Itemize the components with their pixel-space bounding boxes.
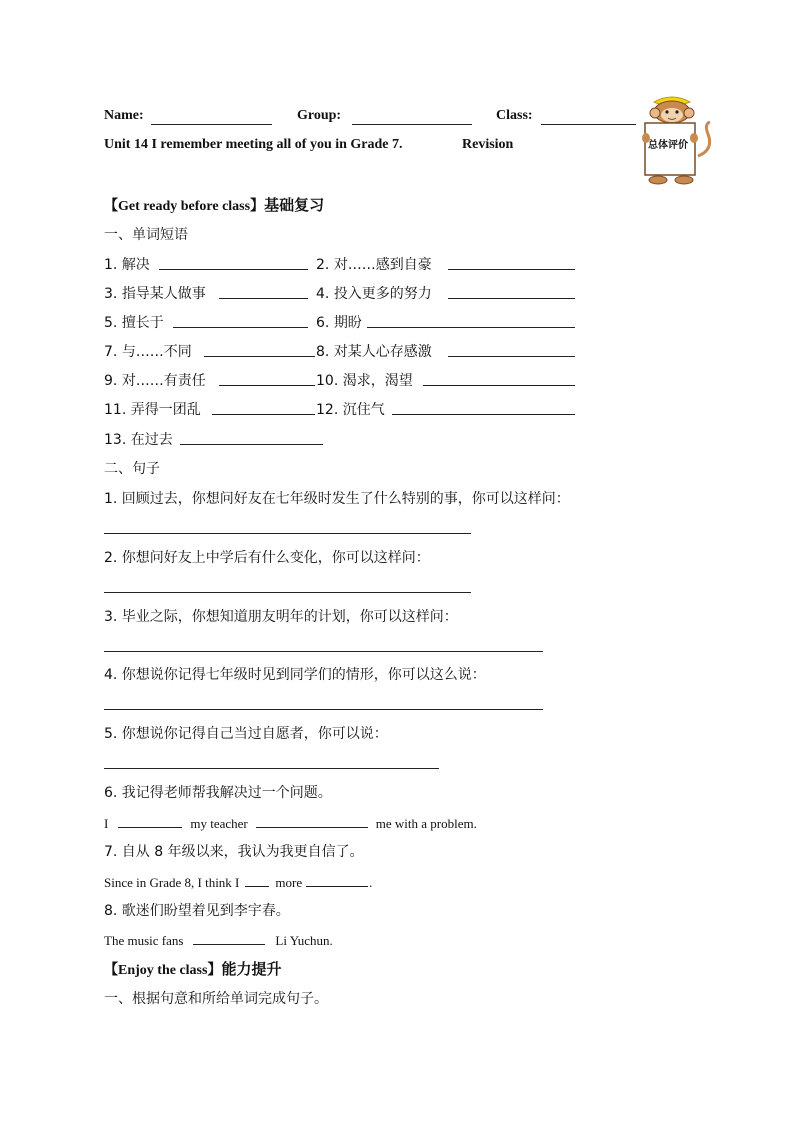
badge-text: 总体评价	[648, 140, 688, 151]
name-label: Name:	[104, 108, 144, 123]
answer-line-3[interactable]	[104, 651, 543, 652]
vocab-item-7: 7. 与……不同	[104, 344, 192, 360]
fill6-blank-2[interactable]	[256, 813, 368, 828]
sentence-8: 8. 歌迷们盼望着见到李宇春。	[104, 903, 290, 919]
sentence-1: 1. 回顾过去，你想问好友在七年级时发生了什么特别的事，你可以这样问：	[104, 491, 570, 507]
group-blank[interactable]	[352, 124, 472, 125]
vocab-blank-8[interactable]	[448, 356, 575, 357]
fill-sentence-8: The music fans Li Yuchun.	[104, 930, 333, 949]
section2-title-cn: 能力提升	[221, 960, 282, 978]
section2-title-en: 【Enjoy the class】	[104, 963, 222, 978]
vocab-item-6: 6. 期盼	[316, 315, 362, 331]
sentence-5: 5. 你想说你记得自己当过自愿者，你可以说：	[104, 726, 388, 742]
vocab-blank-4[interactable]	[448, 298, 575, 299]
vocab-item-11: 11. 弄得一团乱	[104, 402, 201, 418]
vocab-item-12: 12. 沉住气	[316, 402, 385, 418]
sentence-4: 4. 你想说你记得七年级时见到同学们的情形，你可以这么说：	[104, 667, 486, 683]
vocab-blank-7[interactable]	[204, 356, 315, 357]
fill8-blank-1[interactable]	[193, 930, 265, 945]
name-blank[interactable]	[151, 124, 272, 125]
vocab-item-13: 13. 在过去	[104, 432, 173, 448]
section1-title-en: 【Get ready before class】	[104, 199, 265, 214]
class-blank[interactable]	[541, 124, 636, 125]
vocab-blank-9[interactable]	[219, 385, 315, 386]
vocab-blank-11[interactable]	[212, 414, 315, 415]
vocab-blank-5[interactable]	[173, 327, 308, 328]
vocab-blank-12[interactable]	[392, 414, 575, 415]
vocab-blank-10[interactable]	[423, 385, 575, 386]
vocab-item-3: 3. 指导某人做事	[104, 286, 206, 302]
fill-sentence-6: I my teacher me with a problem.	[104, 813, 477, 832]
vocab-item-1: 1. 解决	[104, 257, 150, 273]
section1-title-cn: 基础复习	[264, 196, 325, 214]
class-label: Class:	[496, 108, 533, 123]
sentence-2: 2. 你想问好友上中学后有什么变化，你可以这样问：	[104, 550, 430, 566]
part2-title: 二、句子	[104, 461, 160, 477]
unit-subtitle: Revision	[462, 137, 514, 152]
section2-part1-title: 一、根据句意和所给单词完成句子。	[104, 991, 328, 1007]
sentence-6: 6. 我记得老师帮我解决过一个问题。	[104, 785, 332, 801]
vocab-item-5: 5. 擅长于	[104, 315, 164, 331]
answer-line-5[interactable]	[104, 768, 439, 769]
vocab-item-4: 4. 投入更多的努力	[316, 286, 432, 302]
fill7-blank-2[interactable]	[306, 872, 368, 887]
group-label: Group:	[297, 108, 342, 123]
unit-title: Unit 14 I remember meeting all of you in Grade 7.	[104, 137, 403, 152]
part1-title: 一、单词短语	[104, 227, 188, 243]
sentence-7: 7. 自从 8 年级以来，我认为我更自信了。	[104, 844, 364, 860]
vocab-blank-13[interactable]	[180, 444, 323, 445]
answer-line-1[interactable]	[104, 533, 471, 534]
fill6-blank-1[interactable]	[118, 813, 182, 828]
fill7-blank-1[interactable]	[245, 872, 269, 887]
vocab-item-2: 2. 对……感到自豪	[316, 257, 432, 273]
vocab-blank-1[interactable]	[159, 269, 308, 270]
answer-line-2[interactable]	[104, 592, 471, 593]
section2-title	[104, 958, 281, 979]
vocab-item-9: 9. 对……有责任	[104, 373, 206, 389]
fill-sentence-7: Since in Grade 8, I think I more .	[104, 872, 372, 891]
vocab-item-10: 10. 渴求，渴望	[316, 373, 413, 389]
vocab-blank-6[interactable]	[367, 327, 575, 328]
answer-line-4[interactable]	[104, 709, 543, 710]
section1-title	[104, 194, 324, 215]
vocab-blank-3[interactable]	[219, 298, 308, 299]
vocab-item-8: 8. 对某人心存感激	[316, 344, 432, 360]
vocab-blank-2[interactable]	[448, 269, 575, 270]
sentence-3: 3. 毕业之际，你想知道朋友明年的计划，你可以这样问：	[104, 609, 458, 625]
